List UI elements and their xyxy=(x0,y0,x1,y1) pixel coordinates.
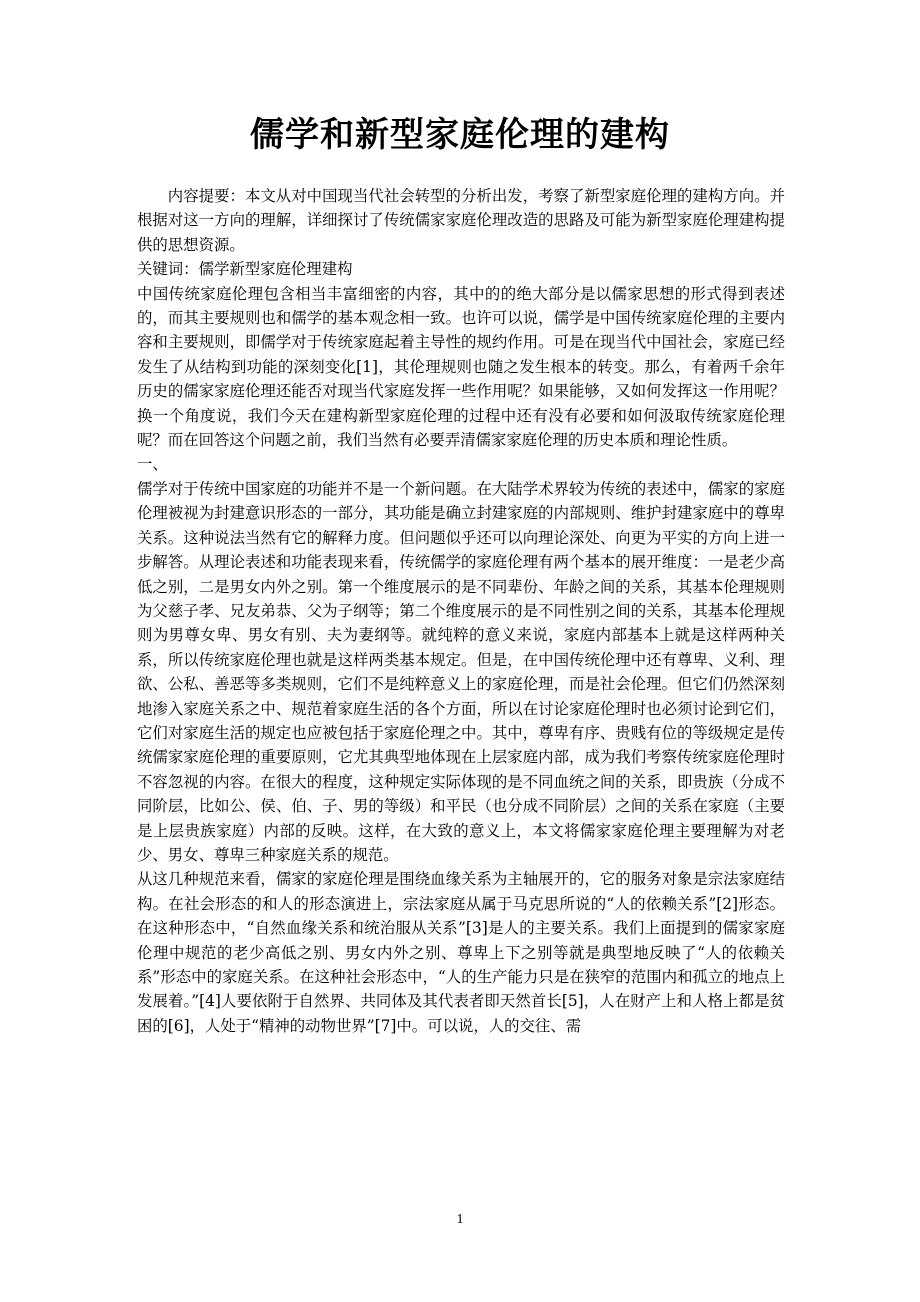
body-paragraph-1: 中国传统家庭伦理包含相当丰富细密的内容，其中的的绝大部分是以儒家思想的形式得到表述的，而其主要规则也和儒学的基本观念相一致。也许可以说，儒学是中国传统家庭伦理的主要内容和主要规则，即儒学对于传统家庭起着主导性的规约作用。可是在现当代中国社会，家庭已经发生了从结构到功能的深刻变化[1]，其伦理规则也随之发生根本的转变。那么，有着两千余年历史的儒家家庭伦理还能否对现当代家庭发挥一些作用呢？如果能够，又如何发挥这一作用呢？换一个角度说，我们今天在建构新型家庭伦理的过程中还有没有必要和如何汲取传统家庭伦理呢？而在回答这个问题之前，我们当然有必要弄清儒家家庭伦理的历史本质和理论性质。 xyxy=(137,284,785,450)
abstract-paragraph: 内容提要：本文从对中国现当代社会转型的分析出发，考察了新型家庭伦理的建构方向。并根据对这一方向的理解，详细探讨了传统儒家家庭伦理改造的思路及可能为新型家庭伦理建构提供的思想资源。 xyxy=(137,187,785,254)
section-heading: 一、 xyxy=(137,455,168,474)
keywords-line: 关键词：儒学新型家庭伦理建构 xyxy=(137,260,353,279)
body-paragraph-2: 儒学对于传统中国家庭的功能并不是一个新问题。在大陆学术界较为传统的表述中，儒家的家庭伦理被视为封建意识形态的一部分，其功能是确立封建家庭的内部规则、维护封建家庭中的尊卑关系。这种说法当然有它的解释力度。但问题似乎还可以向理论深处、向更为平实的方向上进一步解答。从理论表述和功能表现来看，传统儒学的家庭伦理有两个基本的展开维度：一是老少高低之别，二是男女内外之别。第一个维度展示的是不同辈份、年龄之间的关系，其基本伦理规则为父慈子孝、兄友弟恭、父为子纲等；第二个维度展示的是不同性别之间的关系，其基本伦理规则为男尊女卑、男女有别、夫为妻纲等。就纯粹的意义来说，家庭内部基本上就是这样两种关系，所以传统家庭伦理也就是这样两类基本规定。但是，在中国传统伦理中还有尊卑、义利、理欲、公私、善恶等多类规则，它们不是纯粹意义上的家庭伦理，而是社会伦理。但它们仍然深刻地渗入家庭关系之中、规范着家庭生活的各个方面，所以在讨论家庭伦理时也必须讨论到它们，它们对家庭生活的规定也应被包括于家庭伦理之中。其中，尊卑有序、贵贱有位的等级规定是传统儒家家庭伦理的重要原则，它尤其典型地体现在上层家庭内部，成为我们考察传统家庭伦理时不容忽视的内容。在很大的程度，这种规定实际体现的是不同血统之间的关系，即贵族（分成不同阶层，比如公、侯、伯、子、男的等级）和平民（也分成不同阶层）之间的关系在家庭（主要是上层贵族家庭）内部的反映。这样，在大致的意义上，本文将儒家家庭伦理主要理解为对老少、男女、尊卑三种家庭关系的规范。 xyxy=(137,479,785,864)
document-body xyxy=(137,184,785,1038)
document-title: 儒学和新型家庭伦理的建构 xyxy=(250,115,670,155)
body-paragraph-3: 从这几种规范来看，儒家的家庭伦理是围绕血缘关系为主轴展开的，它的服务对象是宗法家庭结构。在社会形态的和人的形态演进上，宗法家庭从属于马克思所说的“人的依赖关系”[2]形态。在这种形态中，“自然血缘关系和统治服从关系”[3]是人的主要关系。我们上面提到的儒家家庭伦理中规范的老少高低之别、男女内外之别、尊卑上下之别等就是典型地反映了“人的依赖关系”形态中的家庭关系。在这种社会形态中，“人的生产能力只是在狭窄的范围内和孤立的地点上发展着。”[4]人要依附于自然界、共同体及其代表者即天然首长[5]，人在财产上和人格上都是贫困的[6]，人处于“精神的动物世界”[7]中。可以说，人的交往、需 xyxy=(137,870,785,1035)
page-number: 1 xyxy=(456,1212,464,1227)
